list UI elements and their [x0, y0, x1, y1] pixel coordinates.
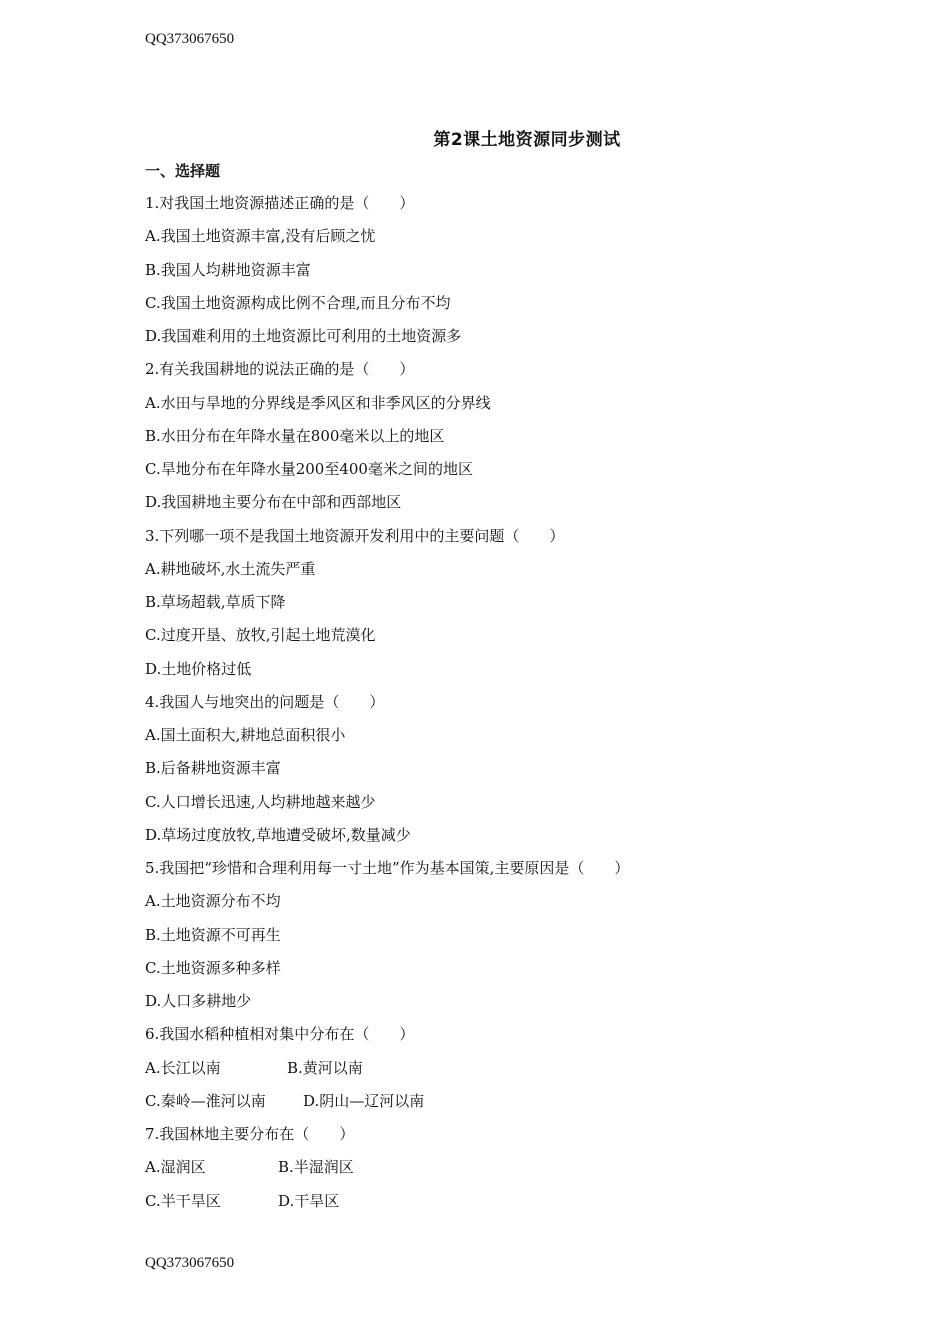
- option-c: C.土地资源多种多样: [145, 958, 281, 977]
- document-title: 第2课土地资源同步测试: [433, 130, 621, 150]
- option-a: A.长江以南: [145, 1058, 221, 1077]
- option-d: D.阴山—辽河以南: [303, 1091, 425, 1110]
- question-stem: 6.我国水稻种植相对集中分布在（ ）: [145, 1025, 415, 1044]
- option-d: D.土地价格过低: [145, 659, 252, 678]
- option-a: A.我国土地资源丰富,没有后顾之忧: [145, 227, 376, 246]
- option-a: A.土地资源分布不均: [145, 892, 281, 911]
- option-c: C.半干旱区: [145, 1191, 221, 1210]
- option-b: B.我国人均耕地资源丰富: [145, 260, 311, 279]
- option-d: D.人口多耕地少: [145, 992, 252, 1010]
- option-c: C.我国土地资源构成比例不合理,而且分布不均: [145, 293, 451, 312]
- page-header: QQ373067650: [145, 31, 235, 47]
- question-stem: 7.我国林地主要分布在（ ）: [145, 1125, 355, 1143]
- option-c: C.人口增长迅速,人均耕地越来越少: [145, 792, 376, 811]
- option-d: D.干旱区: [278, 1191, 340, 1210]
- option-b: B.半湿润区: [278, 1158, 354, 1177]
- question-stem: 4.我国人与地突出的问题是（ ）: [145, 692, 385, 711]
- question-stem: 3.下列哪一项不是我国土地资源开发利用中的主要问题（ ）: [145, 526, 565, 545]
- option-b: B.水田分布在年降水量在800毫米以上的地区: [145, 426, 445, 445]
- option-b: B.后备耕地资源丰富: [145, 759, 281, 778]
- option-b: B.土地资源不可再生: [145, 925, 281, 944]
- option-row: [145, 1085, 905, 1118]
- option-b: B.黄河以南: [287, 1058, 363, 1077]
- option-d: D.我国耕地主要分布在中部和西部地区: [145, 493, 402, 512]
- option-row: [145, 1185, 905, 1218]
- option-row: [145, 1052, 905, 1085]
- option-a: A.水田与旱地的分界线是季风区和非季风区的分界线: [145, 393, 491, 412]
- option-c: C.过度开垦、放牧,引起土地荒漠化: [145, 626, 376, 645]
- option-d: D.草场过度放牧,草地遭受破坏,数量减少: [145, 825, 411, 844]
- option-a: A.湿润区: [145, 1158, 206, 1177]
- option-b: B.草场超载,草质下降: [145, 593, 286, 611]
- option-c: C.旱地分布在年降水量200至400毫米之间的地区: [145, 460, 473, 478]
- option-row: [145, 1151, 905, 1184]
- question-stem: 2.有关我国耕地的说法正确的是（ ）: [145, 360, 415, 379]
- section-heading: 一、选择题: [145, 162, 221, 180]
- option-c: C.秦岭—淮河以南: [145, 1091, 266, 1110]
- option-a: A.耕地破坏,水土流失严重: [145, 559, 316, 578]
- question-list: [145, 187, 905, 1218]
- option-d: D.我国难利用的土地资源比可利用的土地资源多: [145, 327, 462, 345]
- option-a: A.国土面积大,耕地总面积很小: [145, 726, 346, 744]
- question-stem: 5.我国把“珍惜和合理利用每一寸土地”作为基本国策,主要原因是（ ）: [145, 859, 630, 877]
- page-footer: QQ373067650: [145, 1255, 235, 1271]
- question-stem: 1.对我国土地资源描述正确的是（ ）: [145, 194, 415, 212]
